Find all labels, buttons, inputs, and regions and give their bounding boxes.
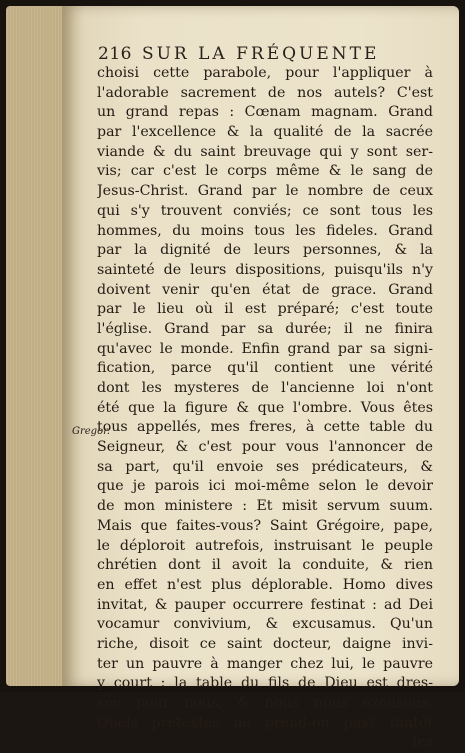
text-line: Jesus-Christ. Grand par le nombre de ceux [97, 183, 433, 200]
text-line: vis; car c'est le corps même & le sang de [97, 163, 433, 180]
text-line: par la dignité de leurs personnes, & la [97, 242, 433, 259]
text-line: Seigneur, & c'est pour vous l'annoncer de [97, 439, 433, 456]
text-line: été que la figure & que l'ombre. Vous êtes [97, 399, 433, 416]
text-line: Quels prétextes ne prend-on pas? tantôt [97, 714, 433, 731]
text-line: sa part, qu'il envoie ses prédicateurs, & [97, 458, 433, 475]
page-edges [6, 6, 66, 686]
page-number: 216 [98, 44, 132, 64]
text-line: l'adorable sacrement de nos autels? C'est [97, 84, 433, 101]
text-line: viande & du saint breuvage qui y sont ser- [97, 143, 433, 160]
text-line: fication, parce qu'il contient une vérité [97, 360, 433, 377]
body-text [97, 64, 433, 753]
catchword: les [412, 734, 433, 751]
text-line: choisi cette parabole, pour l'appliquer à [97, 65, 433, 81]
text-line: Mais que faites-vous? Saint Grégoire, pape, [97, 517, 433, 534]
text-line: un grand repas : Cœnam magnam. Grand [97, 104, 433, 121]
text-line: ter un pauvre à manger chez lui, le pauvre [97, 655, 433, 672]
margin-note: Gregor. [72, 426, 110, 437]
text-line: y court : la table du fils de Dieu est dres- [97, 675, 433, 692]
running-title: SUR LA FRÉQUENTE [141, 44, 380, 64]
text-line: de mon ministere : Et misit servum suum. [97, 498, 433, 515]
running-head [98, 44, 428, 66]
text-line: tous appellés, mes freres, à cette table du [97, 419, 433, 436]
text-line: par l'excellence & la qualité de la sacrée [97, 124, 433, 141]
text-line: vocamur convivium, & excusamus. Qu'un [97, 616, 433, 633]
text-line: sainteté de leurs dispositions, puisqu'ils n'y [97, 261, 433, 278]
text-line: qui s'y trouvent conviés; ce sont tous les [97, 202, 433, 219]
text-line: qu'avec le monde. Enfin grand par sa signi- [97, 340, 433, 357]
text-line: l'église. Grand par sa durée; il ne finira [97, 320, 433, 337]
text-line: invitat, & pauper occurrere festinat : ad Dei [97, 596, 433, 613]
text-line: riche, disoit ce saint docteur, daigne invi- [97, 635, 433, 652]
text-line: en effet n'est plus déplorable. Homo dives [97, 576, 433, 593]
text-line: sée pour nous, & nous nous excusons. [97, 695, 433, 711]
text-line: hommes, du moins tous les fideles. Grand [97, 222, 433, 239]
text-line: chrétien dont il avoit la conduite, & rien [97, 557, 433, 574]
text-line: doivent venir qu'en état de grace. Grand [97, 281, 433, 298]
text-line: dont les mysteres de l'ancienne loi n'ont [97, 380, 433, 396]
text-line: le déploroit autrefois, instruisant le peuple [97, 537, 433, 554]
text-line: par le lieu où il est préparé; c'est toute [97, 301, 433, 318]
text-line: que je parois ici moi-même selon le devoir [97, 478, 433, 495]
